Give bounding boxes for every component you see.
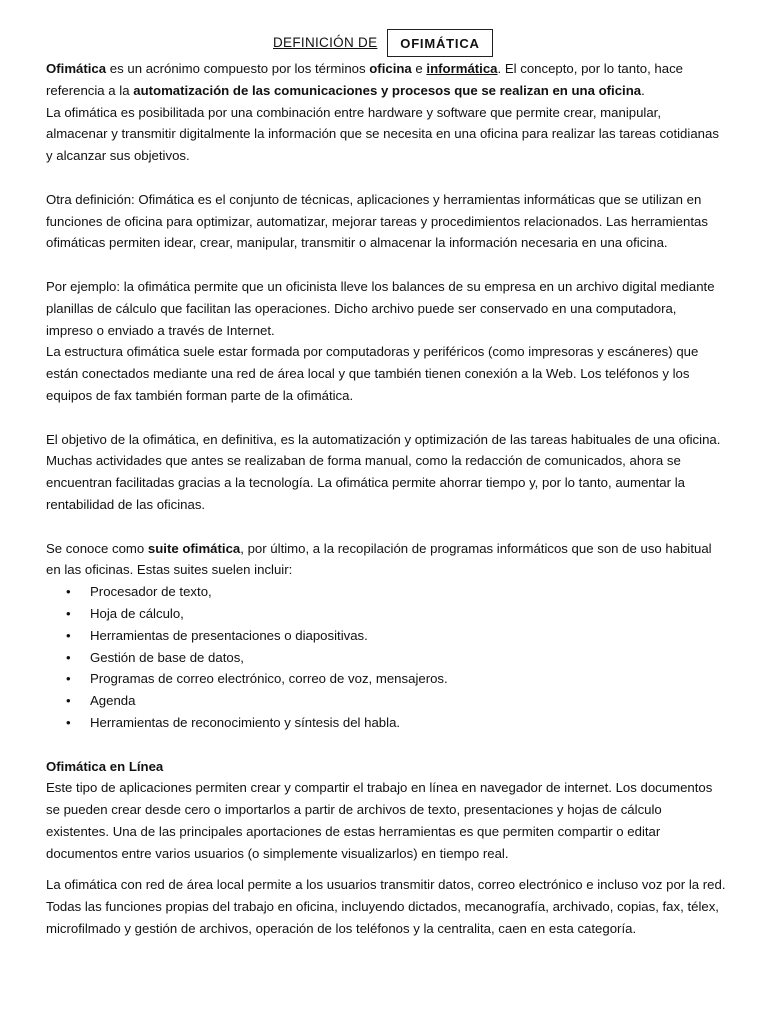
paragraph-5: El objetivo de la ofimática, en definitiva, es la automatización y optimización de las tareas habituales de una oficina. Muchas actividades que antes se realizaban de forma manual, como la redacción de comunicados, ahora se encuentran facilitadas gracias a la tecnología. La ofimática permite ahorrar tiempo y, por lo tanto, aumentar la rentabilidad de las oficinas. <box>46 431 721 512</box>
list-item <box>46 712 726 734</box>
intro-text-2: e <box>411 61 427 76</box>
bullet-icon: • <box>66 671 71 687</box>
list-item-text: Agenda <box>90 693 136 709</box>
intro-text-3: . El concepto, por lo tanto, hace referencia a la <box>46 61 683 98</box>
online-heading: Ofimática en Línea <box>46 758 164 774</box>
list-item-text: Programas de correo electrónico, correo de voz, mensajeros. <box>90 671 448 687</box>
paragraph-4: La estructura ofimática suele estar formada por computadoras y periféricos (como impresoras y escáneres) que están conectados mediante una red de área local y que también tienen conexión a la Web. Los teléfonos y los equipos de fax también forman parte de la ofimática. <box>46 344 699 403</box>
title-boxed-word: OFIMÁTICA <box>387 29 493 57</box>
list-item <box>46 581 726 603</box>
list-item <box>46 668 726 690</box>
intro-term: Ofimática <box>46 61 107 76</box>
document-body <box>46 58 726 940</box>
online-paragraph-1: Este tipo de aplicaciones permiten crear y compartir el trabajo en línea en navegador de internet. Los documentos se pueden crear desde cero o importarlos a partir de archivos de texto, presentaciones y hojas de cálculo existentes. Una de las principales aportaciones de estas herramientas es que permiten compartir o editar documentos entre varios usuarios (o simplemente visualizarlos) en tiempo real. <box>46 780 713 861</box>
suite-paragraph <box>46 538 726 582</box>
list-item <box>46 647 726 669</box>
list-item-text: Gestión de base de datos, <box>90 649 244 665</box>
title-prefix: DEFINICIÓN DE <box>273 35 378 50</box>
list-item-text: Procesador de texto, <box>90 584 212 600</box>
document-title <box>0 29 768 59</box>
paragraph-3: Por ejemplo: la ofimática permite que un oficinista lleve los balances de su empresa en un archivo digital mediante planillas de cálculo que facilitan las operaciones. Dicho archivo puede ser conservado en una computadora, impreso o enviado a través de Internet. <box>46 278 715 338</box>
suite-text-2: , por último, a la recopilación de programas informáticos que son de uso habitual en las oficinas. Estas suites suelen incluir: <box>46 540 712 578</box>
bullet-icon: • <box>66 693 71 709</box>
bullet-icon: • <box>66 649 71 665</box>
online-paragraph-2: La ofimática con red de área local permite a los usuarios transmitir datos, correo electrónico e incluso voz por la red. Todas las funciones propias del trabajo en oficina, incluyendo dictados, mecanografía, archivado, copias, fax, télex, microfilmado y gestión de archivos, operación de los teléfonos y la centralita, caen en esta categoría. <box>46 877 726 937</box>
intro-bold-phrase: automatización de las comunicaciones y procesos que se realizan en una oficina <box>133 82 642 98</box>
list-item-text: Hoja de cálculo, <box>90 605 184 621</box>
list-item <box>46 625 726 647</box>
suite-term: suite ofimática <box>147 540 241 556</box>
bullet-icon: • <box>66 714 71 730</box>
paragraph-1: La ofimática es posibilitada por una combinación entre hardware y software que permite crear, manipular, almacenar y transmitir digitalmente la información que se necesita en una oficina para realizar las tareas cotidianas y alcanzar sus objetivos. <box>46 104 719 164</box>
intro-paragraph <box>46 58 726 102</box>
suite-list <box>46 581 726 734</box>
intro-word-oficina: oficina <box>369 61 412 76</box>
intro-text-1: es un acrónimo compuesto por los términos <box>106 61 370 76</box>
paragraph-2: Otra definición: Ofimática es el conjunto de técnicas, aplicaciones y herramientas informáticas que se utilizan en funciones de oficina para optimizar, automatizar, mejorar tareas y procedimientos relacionados. Las herramientas ofimáticas permiten idear, crear, manipular, transmitir o almacenar la información necesaria en una oficina. <box>46 191 708 251</box>
list-item-text: Herramientas de reconocimiento y síntesis del habla. <box>90 714 401 730</box>
list-item <box>46 690 726 712</box>
bullet-icon: • <box>66 627 71 643</box>
bullet-icon: • <box>66 584 71 600</box>
intro-link-informatica[interactable]: informática <box>426 61 498 76</box>
list-item-text: Herramientas de presentaciones o diapositivas. <box>90 627 368 643</box>
intro-text-4: . <box>641 82 645 98</box>
suite-text-1: Se conoce como <box>46 540 148 556</box>
bullet-icon: • <box>66 605 71 621</box>
list-item <box>46 603 726 625</box>
